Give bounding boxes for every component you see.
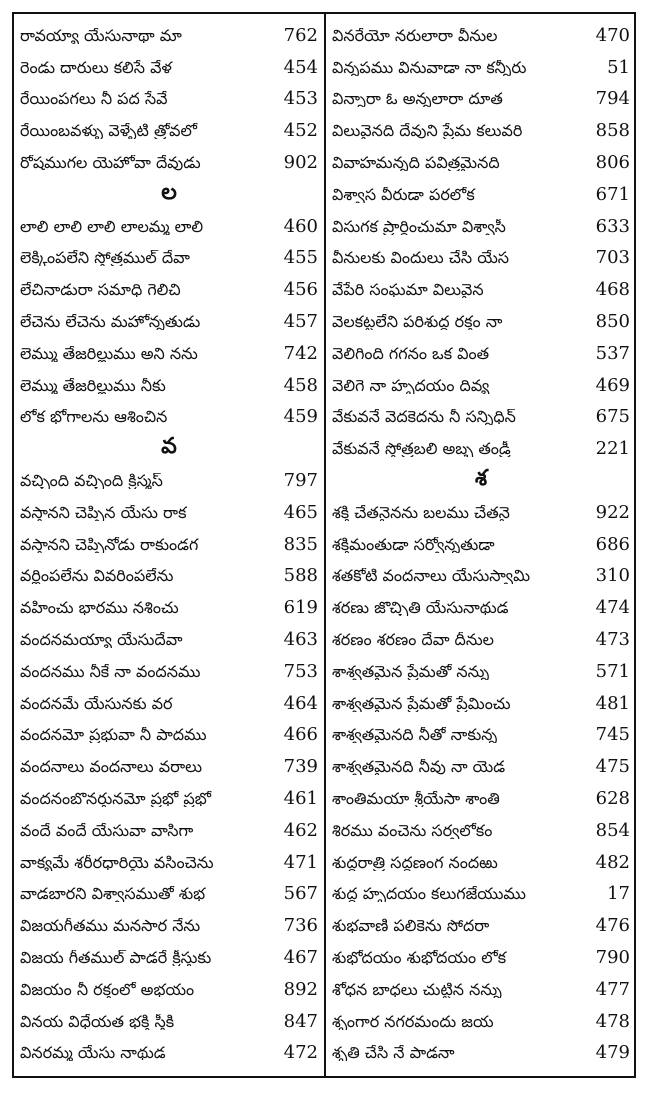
song-title: వందనాలు వందనాలు వరాలు: [20, 759, 202, 776]
index-entry: [332, 592, 630, 624]
index-entry: [20, 274, 318, 306]
song-title: వాక్యమే శరీరధారియై వసించెను: [20, 854, 214, 871]
index-entry: [332, 910, 630, 942]
song-title: వివాహమన్నది పవిత్రమైనది: [332, 155, 500, 172]
index-entry: [332, 402, 630, 434]
index-entry: [332, 656, 630, 688]
song-title: విజయ గీతముల్ పాడరే క్రీస్తుకు: [20, 950, 212, 966]
song-number: 847: [283, 1010, 318, 1032]
left-column: [20, 20, 318, 1069]
index-entry: [332, 1006, 630, 1038]
song-title: శోధన బాధలు చుట్టిన నన్ను: [332, 981, 502, 998]
song-title: శుభవాణి పలికెను సోదరా: [332, 918, 490, 935]
song-title: విజయగీతము మనసార నేను: [20, 918, 201, 935]
section-letter-header: ల: [161, 179, 177, 205]
song-title: వచ్చింది వచ్చింది క్రిస్మస్: [20, 473, 163, 490]
song-number: 762: [283, 24, 318, 46]
index-entry: [20, 370, 318, 402]
song-number: 459: [283, 406, 318, 428]
index-entry: [20, 20, 318, 52]
index-entry: [332, 115, 630, 147]
song-title: వర్ణింపలేను వివరింపలేను: [20, 568, 174, 585]
index-entry: [332, 370, 630, 402]
index-entry: [20, 942, 318, 974]
song-number: 463: [283, 629, 318, 651]
song-number: 633: [595, 215, 630, 237]
song-number: 471: [283, 851, 318, 873]
index-entry: [332, 20, 630, 52]
index-entry: [20, 243, 318, 275]
song-number: 472: [283, 1042, 318, 1064]
index-entry: [332, 179, 630, 211]
index-entry: [332, 147, 630, 179]
song-title: శాశ్వతమైన ప్రేమతో నన్ను: [332, 663, 490, 680]
song-number: 588: [283, 565, 318, 587]
index-entry: [20, 751, 318, 783]
song-title: శరణం శరణం దేవా దీనుల: [332, 632, 494, 649]
index-entry: [20, 338, 318, 370]
song-number: 481: [595, 692, 630, 714]
song-number: 902: [283, 152, 318, 174]
index-entry: [20, 1006, 318, 1038]
index-entry: [20, 910, 318, 942]
song-number: 453: [283, 88, 318, 110]
index-entry: [20, 783, 318, 815]
song-number: 17: [607, 883, 630, 905]
song-number: 628: [595, 788, 630, 810]
index-entry: [20, 656, 318, 688]
song-title: విసుగక ప్రార్థించుమా విశ్వాసీ: [332, 218, 506, 235]
song-title: రేయింబవళ్ళు వెళ్ళేటి త్రోవలో: [20, 123, 198, 140]
song-title: వెలిగింది గగనం ఒక వింత: [332, 345, 490, 362]
song-title: వహించు భారము నశించు: [20, 600, 179, 617]
index-entry: [20, 84, 318, 116]
song-title: శాశ్వతమైనది నీతో నాకున్న: [332, 727, 498, 744]
index-entry: [332, 433, 630, 465]
index-entry: [332, 879, 630, 911]
song-number: 475: [595, 756, 630, 778]
song-number: 461: [283, 788, 318, 810]
song-number: 473: [595, 629, 630, 651]
song-title: లోక భోగాలను ఆశించిన: [20, 409, 168, 426]
song-title: వందనంబొనర్తునమో ప్రభో ప్రభో: [20, 791, 211, 808]
song-number: 454: [283, 56, 318, 78]
song-number: 482: [595, 851, 630, 873]
index-entry: [20, 1038, 318, 1070]
song-title: వందనమో ప్రభువా నీ పాదము: [20, 727, 207, 744]
song-number: 221: [595, 438, 630, 460]
index-entry: [332, 720, 630, 752]
index-entry: [20, 720, 318, 752]
index-entry: [332, 211, 630, 243]
index-entry: [332, 815, 630, 847]
song-number: 567: [283, 883, 318, 905]
song-title: శాంతిమయా శ్రీయేసా శాంతి: [332, 791, 500, 808]
index-entry: [332, 942, 630, 974]
song-number: 850: [595, 311, 630, 333]
song-number: 466: [283, 724, 318, 746]
song-title: శృతి చేసి నే పాడనా: [332, 1045, 455, 1062]
index-entry: [20, 529, 318, 561]
index-entry: [332, 338, 630, 370]
section-letter-header: శ: [474, 466, 488, 492]
song-number: 892: [283, 978, 318, 1000]
song-number: 465: [283, 501, 318, 523]
song-number: 458: [283, 374, 318, 396]
index-entry: [332, 243, 630, 275]
song-title: రావయ్యా యేసునాథా మా: [20, 27, 182, 44]
song-title: శరణు జొచ్చితి యేసునాథుడ: [332, 600, 509, 617]
song-number: 835: [283, 533, 318, 555]
index-entry: [20, 147, 318, 179]
song-title: విన్నపము వినువాడా నా కన్నీరు: [332, 59, 527, 76]
song-title: శక్తి చేతనైనను బలము చేతనై: [332, 504, 510, 521]
index-entry: [332, 624, 630, 656]
song-number: 790: [595, 947, 630, 968]
song-title: వెలకట్టలేని పరిశుద్ధ రక్తం నా: [332, 314, 503, 331]
song-title: వందనమయ్యా యేసుదేవా: [20, 632, 183, 649]
song-title: వినరేయో నరులారా వీనుల: [332, 27, 498, 44]
song-title: శుద్ధ హృదయం కలుగజేయుము: [332, 886, 526, 903]
song-number: 477: [595, 978, 630, 1000]
song-number: 470: [595, 24, 630, 46]
song-title: వెలిగె నా హృదయం దివ్య: [332, 377, 490, 394]
song-number: 854: [595, 819, 630, 841]
index-entry: [20, 815, 318, 847]
song-number: 922: [595, 501, 630, 523]
right-column: [332, 20, 630, 1069]
song-title: విశ్వాస వీరుడా పరలోక: [332, 186, 475, 203]
column-divider: [324, 12, 326, 1078]
index-entry: [20, 402, 318, 434]
song-title: వస్తానని చెప్పినోడు రాకుండగ: [20, 536, 199, 553]
song-title: లాలి లాలి లాలి లాలమ్మ లాలి: [20, 218, 204, 235]
song-title: శిరము వంచెను సర్వలోకం: [332, 822, 493, 839]
index-entry: [20, 497, 318, 529]
song-title: లెమ్ము తేజరిల్లుము అని నను: [20, 345, 198, 362]
index-entry: [20, 624, 318, 656]
song-number: 456: [283, 279, 318, 301]
song-number: 753: [283, 660, 318, 682]
song-number: 537: [595, 342, 630, 364]
song-title: వందే వందే యేసువా వాసిగా: [20, 822, 194, 839]
song-title: రేయింపగలు నీ పద సేవే: [20, 91, 168, 108]
song-title: వేపేరి సంఘమా విలువైన: [332, 282, 484, 299]
song-title: రోషముగల యెహోవా దేవుడు: [20, 155, 201, 172]
index-entry: [20, 592, 318, 624]
song-number: 468: [595, 279, 630, 301]
song-number: 745: [595, 724, 630, 746]
song-title: వస్తానని చెప్పిన యేసు రాక: [20, 504, 187, 521]
song-number: 571: [595, 660, 630, 682]
song-number: 452: [283, 120, 318, 142]
song-number: 794: [595, 88, 630, 110]
song-title: లెక్కింపలేని స్తోత్రముల్ దేవా: [20, 250, 190, 267]
song-title: విలువైనది దేవుని ప్రేమ కలువరి: [332, 123, 523, 140]
song-title: విన్నారా ఓ అన్నలారా దూత: [332, 91, 503, 108]
song-number: 675: [595, 406, 630, 428]
song-title: వినరమ్మ యేసు నాథుడ: [20, 1045, 166, 1062]
song-number: 671: [595, 183, 630, 205]
song-title: రెండు దారులు కలిసే వేళ: [20, 59, 172, 76]
index-entry: [332, 688, 630, 720]
song-title: లేచినాడురా సమాధి గెలిచి: [20, 282, 181, 299]
index-entry: [20, 211, 318, 243]
index-entry: [20, 847, 318, 879]
song-title: లెమ్ము తేజరిల్లుము నీకు: [20, 377, 166, 394]
index-entry: [332, 84, 630, 116]
song-title: వందనమే యేసునకు వర: [20, 695, 173, 712]
index-entry: [332, 974, 630, 1006]
index-entry: [20, 974, 318, 1006]
index-entry: [332, 52, 630, 84]
song-title: వేకువనే స్తోత్రబలి అబ్బ తండ్రీ: [332, 441, 511, 458]
song-number: 742: [283, 342, 318, 364]
index-entry: [332, 497, 630, 529]
song-number: 703: [595, 247, 630, 269]
song-number: 478: [595, 1010, 630, 1032]
song-title: లేచెను లేచెను మహోన్నతుడు: [20, 314, 201, 331]
index-entry: [20, 465, 318, 497]
song-number: 686: [595, 533, 630, 555]
index-entry: [332, 1038, 630, 1070]
index-entry: [332, 561, 630, 593]
song-number: 739: [283, 756, 318, 778]
section-letter-header: వ: [161, 434, 177, 460]
song-title: వాడబారని విశ్వాసముతో శుభ: [20, 886, 206, 903]
song-number: 619: [283, 597, 318, 619]
index-entry: [20, 688, 318, 720]
index-entry: [332, 529, 630, 561]
song-number: 797: [283, 470, 318, 492]
song-number: 806: [595, 152, 630, 174]
song-number: 464: [283, 692, 318, 714]
song-title: వందనము నీకే నా వందనము: [20, 663, 201, 680]
song-title: శతకోటి వందనాలు యేసుస్వామి: [332, 568, 531, 585]
song-number: 858: [595, 120, 630, 142]
song-number: 460: [283, 215, 318, 237]
index-entry: [20, 52, 318, 84]
index-entry: [20, 306, 318, 338]
index-entry: [20, 879, 318, 911]
song-title: శాశ్వతమైనది నీవు నా యెడ: [332, 759, 506, 776]
song-title: వేకువనే వెదకెదను నీ సన్నిధిన్: [332, 409, 516, 426]
song-number: 51: [607, 56, 630, 78]
index-entry: [332, 751, 630, 783]
song-number: 474: [595, 597, 630, 619]
song-number: 476: [595, 915, 630, 937]
song-number: 469: [595, 374, 630, 396]
index-entry: [20, 561, 318, 593]
song-title: వీనులకు విందులు చేసి యేస: [332, 250, 510, 267]
song-title: విజయం నీ రక్తంలో అభయం: [20, 981, 195, 998]
song-title: శుద్ధరాత్రి సద్దణంగ నందఱు: [332, 854, 498, 871]
song-title: శృంగార నగరమందు జయ: [332, 1013, 494, 1030]
index-entry: [332, 274, 630, 306]
song-title: వినయ విధేయత భక్తి స్త్రీకి: [20, 1013, 175, 1030]
song-title: శాశ్వతమైన ప్రేమతో ప్రేమించు: [332, 695, 511, 712]
song-number: 310: [595, 565, 630, 587]
song-number: 736: [283, 915, 318, 937]
song-number: 467: [283, 947, 318, 968]
song-title: శుభోదయం శుభోదయం లోక: [332, 950, 507, 966]
index-entry: [332, 783, 630, 815]
song-number: 462: [283, 819, 318, 841]
song-number: 457: [283, 311, 318, 333]
song-title: శక్తిమంతుడా సర్వోన్నతుడా: [332, 536, 495, 553]
song-number: 455: [283, 247, 318, 269]
index-entry: [20, 115, 318, 147]
index-entry: [332, 306, 630, 338]
index-entry: [332, 847, 630, 879]
song-number: 479: [595, 1042, 630, 1064]
